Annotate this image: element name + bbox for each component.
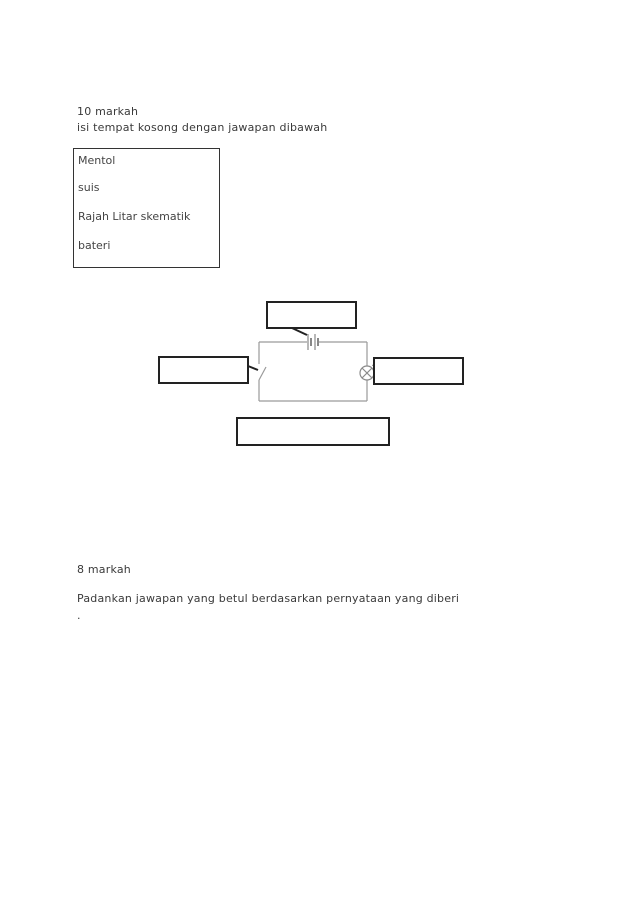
word-bank-item-rajah: Rajah Litar skematik (78, 210, 191, 223)
blank-box-bottom[interactable] (237, 418, 389, 445)
battery-symbol (308, 334, 318, 350)
blank-box-right[interactable] (374, 358, 463, 384)
switch-symbol (259, 367, 266, 380)
word-bank-item-mentol: Mentol (78, 154, 116, 167)
bulb-symbol (360, 366, 374, 380)
section1-marks: 10 markah (77, 105, 139, 118)
section2-marks: 8 markah (77, 563, 131, 576)
blank-box-left[interactable] (159, 357, 248, 383)
circuit-diagram (155, 298, 475, 450)
circuit-wires (259, 342, 367, 401)
section2-instruction: Padankan jawapan yang betul berdasarkan pernyataan yang diberi (77, 592, 460, 605)
blank-box-top[interactable] (267, 302, 356, 328)
word-bank-box (73, 148, 220, 268)
section2-trailing-dot: . (77, 609, 81, 622)
word-bank-item-bateri: bateri (78, 239, 111, 252)
word-bank-item-suis: suis (78, 181, 100, 194)
label-pointers (248, 328, 379, 370)
section1-instruction: isi tempat kosong dengan jawapan dibawah (77, 121, 328, 134)
